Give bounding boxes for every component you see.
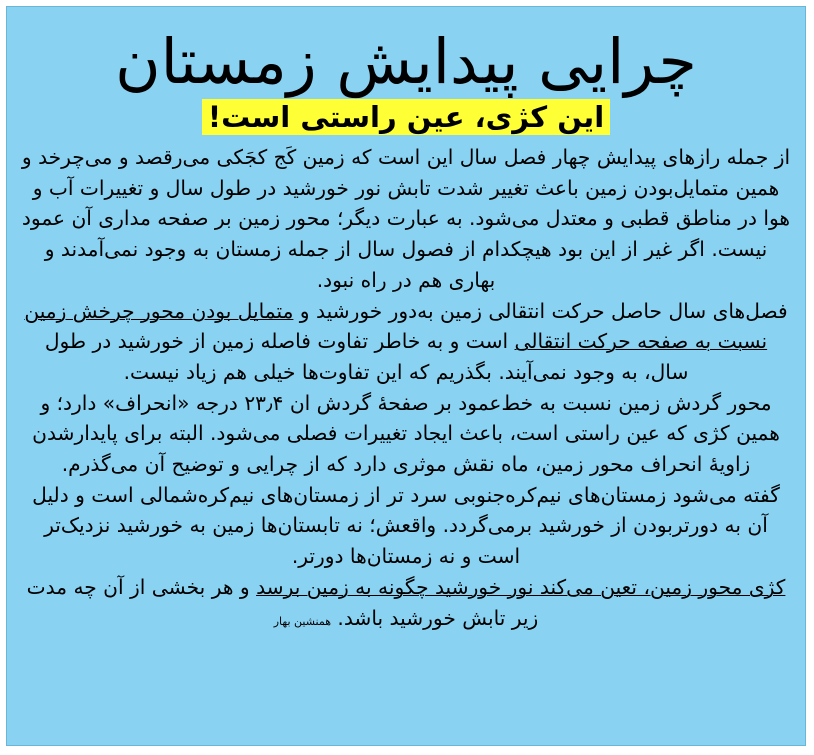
paragraph-1: از جمله رازهای پیدایش چهار فصل سال این است که زمین کَج کجَکی می‌رقصد و می‌چرخد و همین متمایل‌بودن زمین باعث تغییر شدت تابش نور خورشید در طول سال و تغییرات آب و هوا در مناطق قطبی و معتدل می‌شود. به عبارت دیگر؛ محور زمین بر صفحه مداری آن عمود نیست. اگر غیر از این بود هیچکدام از فصول سال از جمله زمستان به وجود نمی‌آمدند و بهاری هم در راه نبود. <box>21 145 791 292</box>
article-panel <box>6 6 806 746</box>
paragraph-4: گفته می‌شود زمستان‌های نیم‌کره‌جنوبی سرد تر از زمستان‌های نیم‌کره‌شمالی است و دلیل آن به دورتربودن از خورشید برمی‌گردد. واقعش؛ نه تابستان‌ها زمین به خورشید نزدیک‌تر است و نه زمستان‌ها دورتر. <box>32 482 780 569</box>
paragraph-5-underlined: کژی محور زمین، تعین می‌کند نور خورشید چگونه به زمین برسد <box>256 574 786 599</box>
paragraph-5 <box>21 572 791 637</box>
author-signature: همنشین بهار <box>273 614 331 628</box>
paragraph-2-part-b: است و به خاطر تفاوت فاصله زمین از خورشید در طول سال، به وجود نمی‌آیند. بگذریم که این تفاوت‌ها خیلی هم زیاد نیست. <box>44 329 689 384</box>
paragraph-5-rest: و هر بخشی از آن چه مدت زیر تابش خورشید باشد. <box>26 574 539 630</box>
page-title: چرایی پیدایش زمستان <box>115 25 697 98</box>
paragraph-2-underlined: متمایل بودن محور چرخش زمین نسبت به صفحه حرکت انتقالی <box>24 298 768 354</box>
paragraph-2-part-a: فصل‌های سال حاصل حرکت انتقالی زمین به‌دور خورشید و <box>293 298 788 323</box>
paragraph-3: محور گردش زمین نسبت به خط‌عمود بر صفحهٔ گردش ان ۲۳٫۴ درجه «انحراف» دارد؛ و همین کژی که عین راستی است، باعث ایجاد تغییرات فصلی می‌شود. البته برای پایدارشدن زاویهٔ انحراف محور زمین، ماه نقش موثری دارد که از چرایی و توضیح آن می‌گذرم. <box>32 390 780 477</box>
subtitle-wrap <box>7 99 805 140</box>
paragraph-2 <box>21 296 791 388</box>
highlighted-subtitle: این کژی، عین راستی است! <box>202 99 610 135</box>
article-body <box>21 142 791 637</box>
